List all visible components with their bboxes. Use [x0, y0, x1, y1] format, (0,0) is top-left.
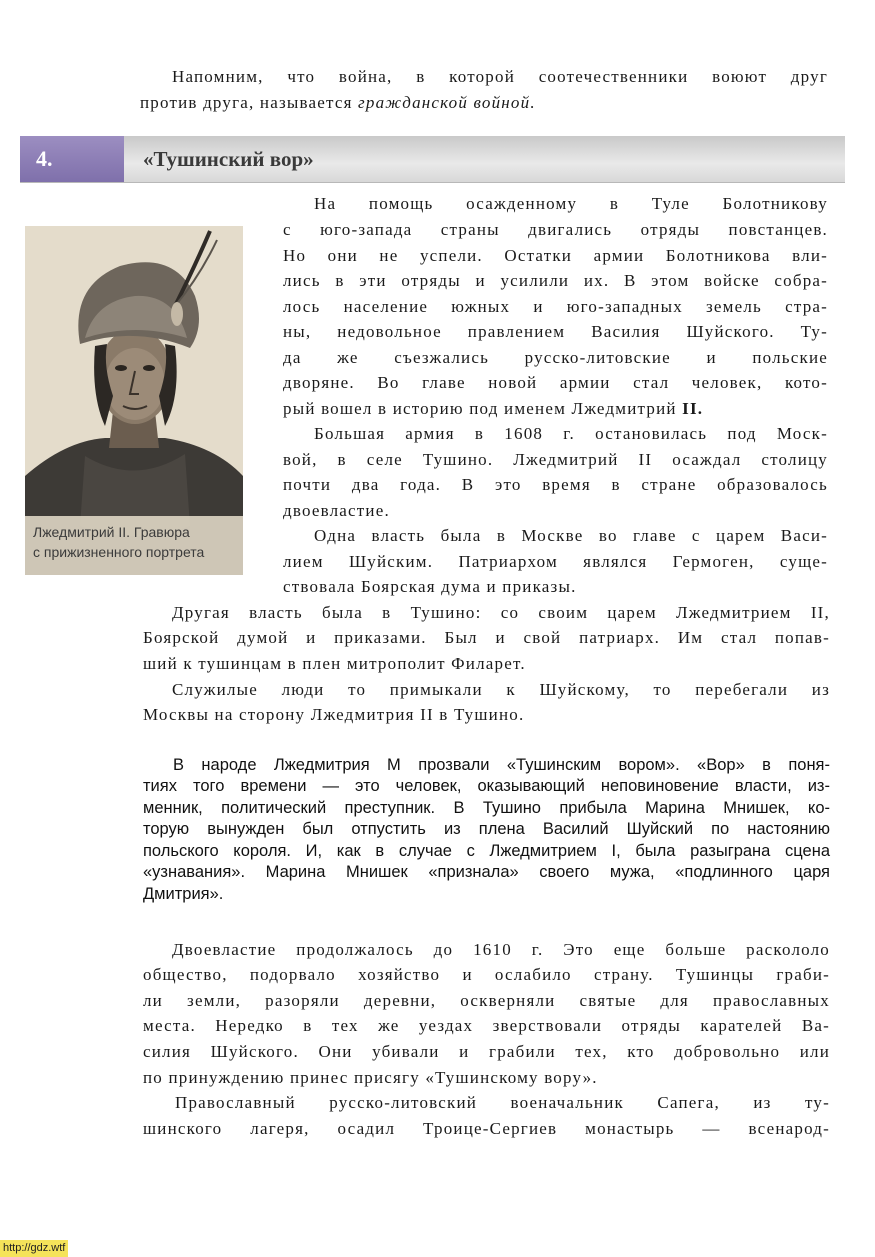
note-box-line: торую вынужден был отпустить из плена Василий Шуйский по настоянию	[143, 820, 830, 838]
paragraph-1-line: Но они не успели. Остатки армии Болотникова вли-	[283, 246, 828, 265]
intro-line-1: Напомним, что война, в которой соотечественники воюют друг	[172, 67, 828, 86]
paragraph-2-line: двоевластие.	[283, 501, 390, 520]
paragraph-5-line: Служилые люди то примыкали к Шуйскому, то перебегали из	[172, 680, 830, 699]
portrait-caption-line-1: Лжедмитрий II. Гравюра	[33, 524, 190, 540]
paragraph-6-line: Двоевластие продолжалось до 1610 г. Это еще больше раскололо	[172, 940, 830, 959]
section-title: «Тушинский вор»	[143, 147, 314, 171]
paragraph-6-line: общество, подорвало хозяйство и ослабило страну. Тушинцы граби-	[143, 965, 830, 984]
note-box-line: тиях того времени — это человек, оказывающий неповиновение власти, из-	[143, 777, 830, 795]
paragraph-1-line: лось население южных и юго-западных земель стра-	[283, 297, 828, 316]
paragraph-1-line: с юго-запада страны двигались отряды повстанцев.	[283, 220, 828, 239]
paragraph-4-line: Боярской думой и приказами. Был и свой патриарх. Им стал попав-	[143, 628, 830, 647]
note-box-line: В народе Лжедмитрия М прозвали «Тушинским вором». «Вор» в поня-	[173, 756, 830, 774]
paragraph-4-line: Другая власть была в Тушино: со своим царем Лжедмитрием II,	[172, 603, 830, 622]
intro-term-civil-war: гражданской войной.	[358, 93, 536, 112]
portrait-illustration	[25, 226, 243, 575]
note-box-line: Дмитрия».	[143, 885, 224, 903]
paragraph-1-line: дворяне. Во главе новой армии стал человек, кото-	[283, 373, 828, 392]
paragraph-1-line: ны, недовольное правлением Василия Шуйского. Ту-	[283, 322, 828, 341]
paragraph-3-line: ствовала Боярская дума и приказы.	[283, 577, 577, 596]
portrait-caption	[33, 522, 241, 562]
paragraph-1-last-text: рый вошел в историю под именем Лжедмитрий	[283, 399, 683, 418]
paragraph-2-line: почти два года. В это время в стране образовалось	[283, 475, 828, 494]
watermark-link[interactable]: http://gdz.wtf	[0, 1240, 68, 1257]
paragraph-7-line: Православный русско-литовский военачальник Сапега, из ту-	[175, 1093, 830, 1112]
paragraph-1-line: На помощь осажденному в Туле Болотникову	[314, 194, 828, 213]
paragraph-2-line: Большая армия в 1608 г. остановилась под Моск-	[314, 424, 828, 443]
section-number: 4.	[20, 136, 124, 182]
paragraph-4-line: ший к тушинцам в плен митрополит Филарет.	[143, 654, 526, 673]
note-box-line: «узнавания». Марина Мнишек «признала» своего мужа, «подлинного царя	[143, 863, 830, 881]
paragraph-1-last-line	[283, 396, 828, 422]
section-heading	[20, 136, 845, 183]
portrait-caption-line-2: с прижизненного портрета	[33, 544, 205, 560]
paragraph-3-line: лием Шуйским. Патриархом являлся Гермоген, суще-	[283, 552, 828, 571]
paragraph-7-line: шинского лагеря, осадил Троице-Сергиев монастырь — всенарод-	[143, 1119, 830, 1138]
note-box-line: польского короля. И, как в случае с Лжедмитрием I, была разыграна сцена	[143, 842, 830, 860]
paragraph-6-line: ли земли, разоряли деревни, оскверняли святые для православных	[143, 991, 830, 1010]
paragraph-3-line: Одна власть была в Москве во главе с царем Васи-	[314, 526, 828, 545]
note-box-line: менник, политический преступник. В Тушино прибыла Марина Мнишек, ко-	[143, 799, 830, 817]
paragraph-5-line: Москвы на сторону Лжедмитрия II в Тушино.	[143, 705, 525, 724]
paragraph-6-line: силия Шуйского. Они убивали и грабили тех, кто добровольно или	[143, 1042, 830, 1061]
paragraph-1-line: да же съезжались русско-литовские и польские	[283, 348, 828, 367]
paragraph-6-line: по принуждению принес присягу «Тушинскому вору».	[143, 1068, 598, 1087]
intro-line-2	[140, 90, 830, 116]
paragraph-6-line: места. Нередко в тех же уездах зверствовали отряды карателей Ва-	[143, 1016, 830, 1035]
intro-text: против друга, называется	[140, 93, 359, 112]
paragraph-2-line: вой, в селе Тушино. Лжедмитрий II осаждал столицу	[283, 450, 828, 469]
roman-numeral-bold: II.	[682, 399, 704, 418]
paragraph-1-line: лись в эти отряды и усилили их. В этом войске собра-	[283, 271, 828, 290]
